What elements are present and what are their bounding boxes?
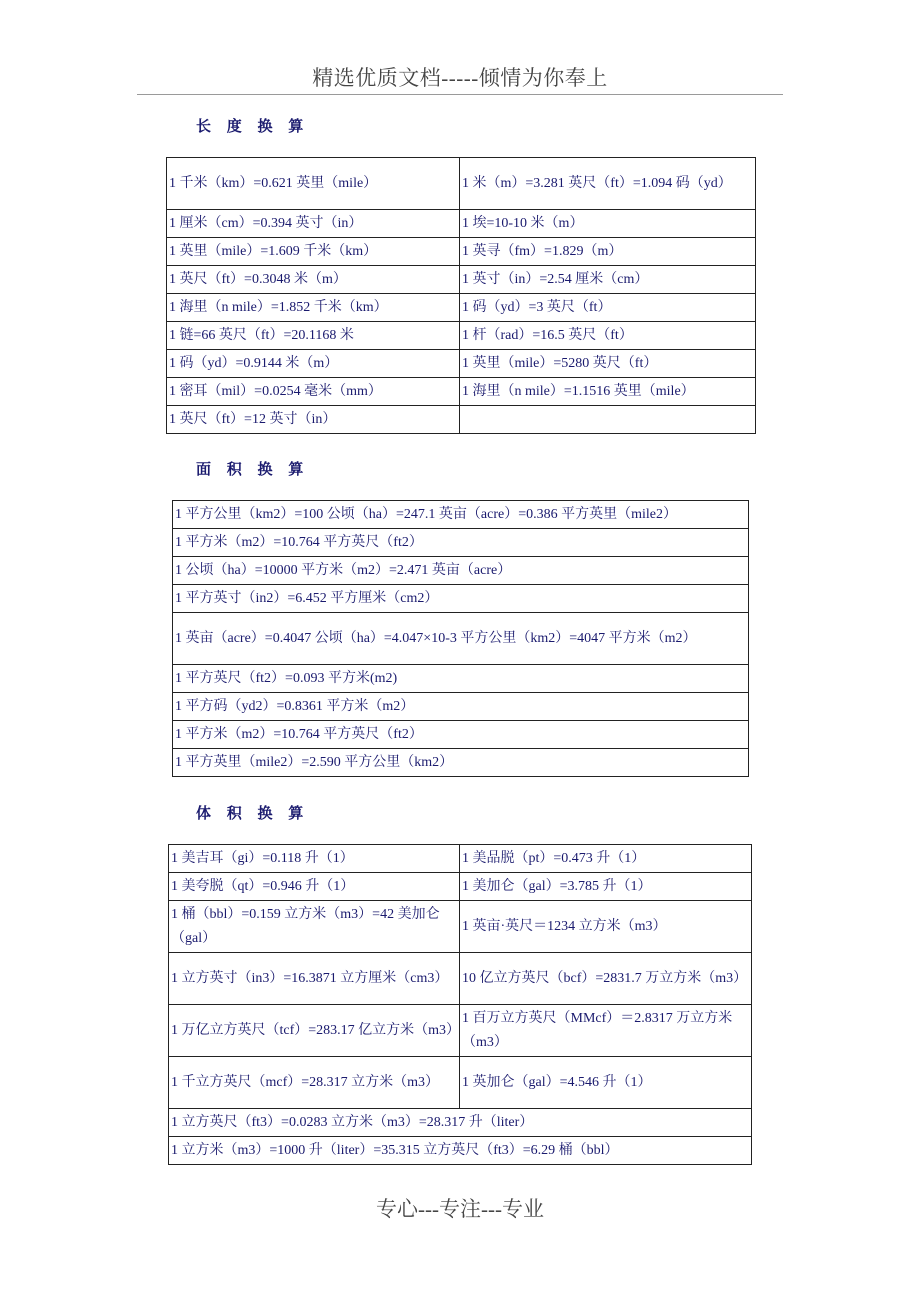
table-row bbox=[167, 406, 756, 434]
table-row bbox=[167, 266, 756, 294]
table-cell: 1 海里（n mile）=1.1516 英里（mile） bbox=[460, 378, 756, 406]
table-cell: 1 埃=10-10 米（m） bbox=[460, 210, 756, 238]
table-row bbox=[167, 294, 756, 322]
table-cell: 1 立方英尺（ft3）=0.0283 立方米（m3）=28.317 升（liter） bbox=[169, 1109, 752, 1137]
table-cell: 1 平方米（m2）=10.764 平方英尺（ft2） bbox=[173, 721, 749, 749]
table-row bbox=[173, 665, 749, 693]
table-cell: 1 千米（km）=0.621 英里（mile） bbox=[167, 158, 460, 210]
table-cell: 1 杆（rad）=16.5 英尺（ft） bbox=[460, 322, 756, 350]
table-cell: 1 密耳（mil）=0.0254 毫米（mm） bbox=[167, 378, 460, 406]
table-cell: 10 亿立方英尺（bcf）=2831.7 万立方米（m3） bbox=[460, 953, 752, 1005]
table-cell: 1 平方英里（mile2）=2.590 平方公里（km2） bbox=[173, 749, 749, 777]
table-row bbox=[167, 238, 756, 266]
table-row bbox=[169, 1137, 752, 1165]
table-cell: 1 链=66 英尺（ft）=20.1168 米 bbox=[167, 322, 460, 350]
table-row bbox=[173, 721, 749, 749]
table-cell: 1 美吉耳（gi）=0.118 升（1） bbox=[169, 845, 460, 873]
table-cell: 1 平方米（m2）=10.764 平方英尺（ft2） bbox=[173, 529, 749, 557]
table-row bbox=[167, 210, 756, 238]
area-table bbox=[172, 500, 749, 777]
table-cell: 1 英亩·英尺＝1234 立方米（m3） bbox=[460, 901, 752, 953]
table-cell: 1 平方英尺（ft2）=0.093 平方米(m2) bbox=[173, 665, 749, 693]
table-cell: 1 英尺（ft）=12 英寸（in） bbox=[167, 406, 460, 434]
table-cell: 1 立方英寸（in3）=16.3871 立方厘米（cm3） bbox=[169, 953, 460, 1005]
page-header: 精选优质文档-----倾情为你奉上 bbox=[312, 66, 608, 90]
table-cell: 1 千立方英尺（mcf）=28.317 立方米（m3） bbox=[169, 1057, 460, 1109]
table-cell: 1 英亩（acre）=0.4047 公顷（ha）=4.047×10-3 平方公里（km2）=4047 平方米（m2） bbox=[173, 613, 749, 665]
table-row bbox=[173, 693, 749, 721]
header-divider bbox=[137, 94, 783, 95]
table-cell bbox=[460, 406, 756, 434]
table-cell: 1 桶（bbl）=0.159 立方米（m3）=42 美加仑（gal） bbox=[169, 901, 460, 953]
table-cell: 1 米（m）=3.281 英尺（ft）=1.094 码（yd） bbox=[460, 158, 756, 210]
length-section-title: 长 度 换 算 bbox=[196, 119, 310, 135]
table-row bbox=[173, 501, 749, 529]
table-cell: 1 美加仑（gal）=3.785 升（1） bbox=[460, 873, 752, 901]
table-row bbox=[173, 557, 749, 585]
table-cell: 1 英里（mile）=5280 英尺（ft） bbox=[460, 350, 756, 378]
table-row bbox=[169, 953, 752, 1005]
area-section-title: 面 积 换 算 bbox=[196, 462, 310, 478]
table-cell: 1 英尺（ft）=0.3048 米（m） bbox=[167, 266, 460, 294]
table-cell: 1 英加仑（gal）=4.546 升（1） bbox=[460, 1057, 752, 1109]
table-cell: 1 美夸脱（qt）=0.946 升（1） bbox=[169, 873, 460, 901]
table-cell: 1 平方英寸（in2）=6.452 平方厘米（cm2） bbox=[173, 585, 749, 613]
table-cell: 1 英里（mile）=1.609 千米（km） bbox=[167, 238, 460, 266]
table-cell: 1 平方码（yd2）=0.8361 平方米（m2） bbox=[173, 693, 749, 721]
table-row bbox=[169, 845, 752, 873]
table-cell: 1 英寻（fm）=1.829（m） bbox=[460, 238, 756, 266]
table-cell: 1 平方公里（km2）=100 公顷（ha）=247.1 英亩（acre）=0.386 平方英里（mile2） bbox=[173, 501, 749, 529]
table-row bbox=[173, 613, 749, 665]
volume-section-title: 体 积 换 算 bbox=[196, 806, 310, 822]
volume-table bbox=[168, 844, 752, 1165]
table-row bbox=[167, 378, 756, 406]
table-cell: 1 立方米（m3）=1000 升（liter）=35.315 立方英尺（ft3）=6.29 桶（bbl） bbox=[169, 1137, 752, 1165]
table-cell: 1 美品脱（pt）=0.473 升（1） bbox=[460, 845, 752, 873]
table-row bbox=[169, 1109, 752, 1137]
table-cell: 1 英寸（in）=2.54 厘米（cm） bbox=[460, 266, 756, 294]
table-row bbox=[173, 529, 749, 557]
table-cell: 1 码（yd）=3 英尺（ft） bbox=[460, 294, 756, 322]
table-cell: 1 百万立方英尺（MMcf）＝2.8317 万立方米（m3） bbox=[460, 1005, 752, 1057]
table-row bbox=[169, 1057, 752, 1109]
table-row bbox=[167, 350, 756, 378]
table-row bbox=[169, 1005, 752, 1057]
table-cell: 1 海里（n mile）=1.852 千米（km） bbox=[167, 294, 460, 322]
table-cell: 1 公顷（ha）=10000 平方米（m2）=2.471 英亩（acre） bbox=[173, 557, 749, 585]
table-cell: 1 码（yd）=0.9144 米（m） bbox=[167, 350, 460, 378]
length-table bbox=[166, 157, 756, 434]
table-cell: 1 万亿立方英尺（tcf）=283.17 亿立方米（m3） bbox=[169, 1005, 460, 1057]
table-row bbox=[173, 749, 749, 777]
table-row bbox=[169, 873, 752, 901]
table-row bbox=[169, 901, 752, 953]
table-row bbox=[167, 322, 756, 350]
table-cell: 1 厘米（cm）=0.394 英寸（in） bbox=[167, 210, 460, 238]
table-row bbox=[167, 158, 756, 210]
page-footer: 专心---专注---专业 bbox=[376, 1197, 544, 1221]
table-row bbox=[173, 585, 749, 613]
